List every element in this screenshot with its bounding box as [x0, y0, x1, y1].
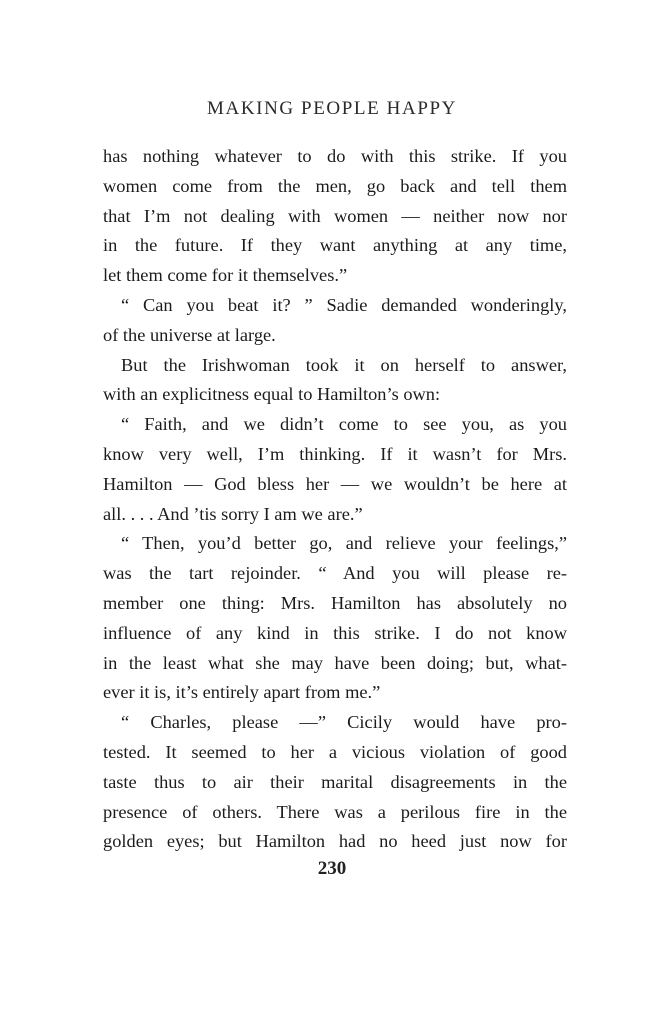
text-line: But the Irishwoman took it on herself to answer,	[121, 354, 567, 375]
text-line: women come from the men, go back and tell them	[103, 175, 567, 196]
text-line: Hamilton — God bless her — we wouldn’t be here at	[103, 473, 567, 494]
text-line: all. . . . And ’tis sorry I am we are.”	[103, 503, 363, 524]
body-text	[103, 142, 567, 857]
running-head: MAKING PEOPLE HAPPY	[207, 98, 457, 119]
text-line: influence of any kind in this strike. I do not know	[103, 622, 567, 643]
text-line: golden eyes; but Hamilton had no heed just now for	[103, 831, 567, 852]
text-line: “ Faith, and we didn’t come to see you, as you	[121, 414, 567, 435]
text-line: tested. It seemed to her a vicious violation of good	[103, 741, 567, 762]
text-line: was the tart rejoinder. “ And you will please re-	[103, 563, 567, 584]
text-line: has nothing whatever to do with this strike. If you	[103, 146, 567, 166]
text-line: “ Then, you’d better go, and relieve your feelings,”	[121, 533, 567, 554]
text-line: know very well, I’m thinking. If it wasn’t for Mrs.	[103, 443, 567, 464]
text-line: member one thing: Mrs. Hamilton has absolutely no	[103, 592, 567, 613]
text-line: presence of others. There was a perilous fire in the	[103, 801, 567, 822]
text-line: in the least what she may have been doing; but, what-	[103, 652, 567, 673]
page-number: 230	[317, 858, 347, 879]
text-line: in the future. If they want anything at any time,	[103, 235, 567, 256]
text-line: of the universe at large.	[103, 324, 276, 345]
text-line: with an explicitness equal to Hamilton’s own:	[103, 384, 441, 405]
text-line: that I’m not dealing with women — neither now nor	[103, 205, 567, 226]
text-line: taste thus to air their marital disagreements in the	[103, 771, 567, 792]
text-line: “ Charles, please —” Cicily would have pro-	[121, 712, 567, 733]
text-line: ever it is, it’s entirely apart from me.”	[103, 682, 381, 703]
text-line: let them come for it themselves.”	[103, 265, 348, 286]
text-line: “ Can you beat it? ” Sadie demanded wonderingly,	[121, 294, 567, 315]
